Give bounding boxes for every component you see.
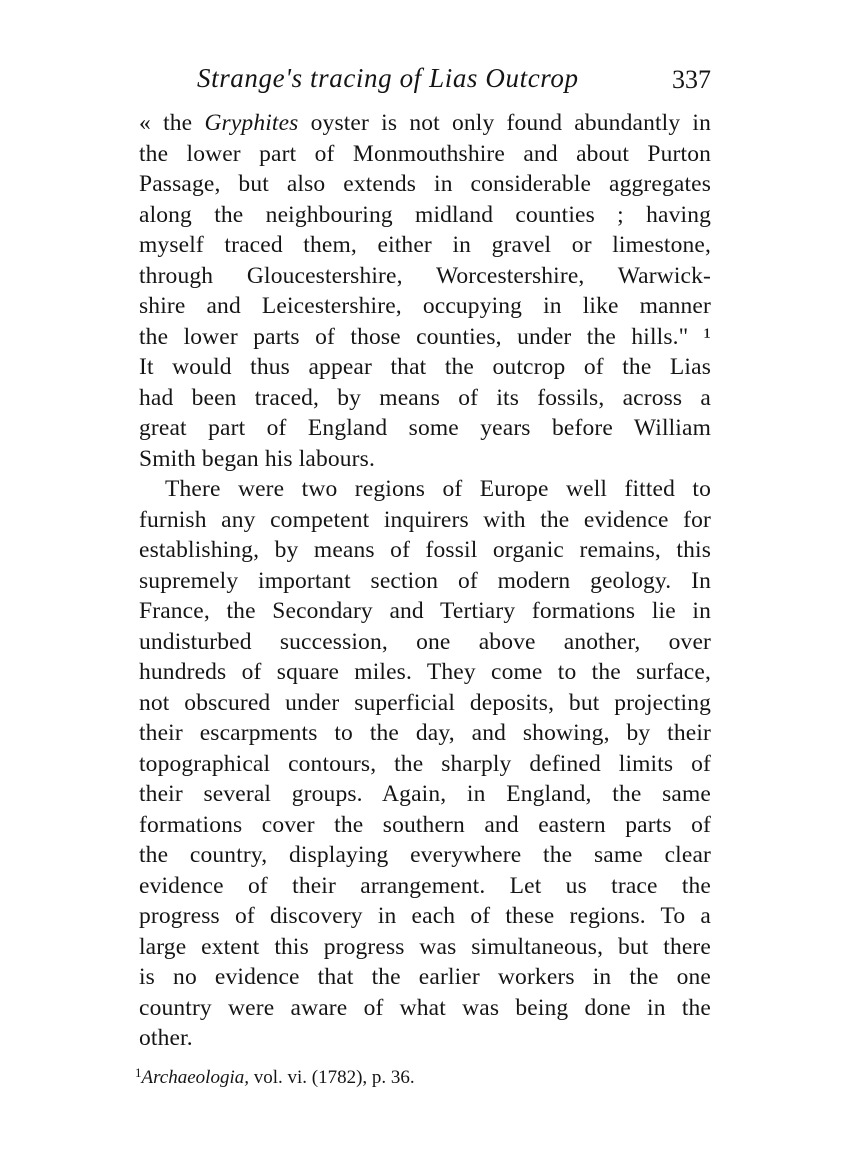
text-line: myself traced them, either in gravel or limestone,: [139, 232, 711, 258]
running-head: [139, 58, 711, 98]
text-line: topographical contours, the sharply defined limits of: [139, 750, 711, 777]
text-line: France, the Secondary and Tertiary formations lie in: [139, 598, 711, 624]
footnote-details: vol. vi. (1782), p. 36.: [248, 1067, 415, 1088]
paragraph-quotation: [139, 108, 711, 474]
footnote-marker: 1: [135, 1065, 142, 1080]
text-line: is no evidence that the earlier workers in the one: [139, 964, 711, 990]
text-line: shire and Leicestershire, occupying in like manner: [139, 293, 711, 319]
text-line: the lower part of Monmouthshire and about Purton: [139, 140, 711, 167]
text-line: their escarpments to the day, and showing, by their: [139, 720, 711, 746]
text-line: large extent this progress was simultaneous, but there: [139, 933, 711, 960]
text-line: Smith began his labours.: [139, 445, 375, 472]
italic-term-gryphites: Gryphites: [204, 110, 299, 136]
text-line: hundreds of square miles. They come to the surface,: [139, 659, 711, 685]
text-line: the country, displaying everywhere the same clear: [139, 842, 711, 868]
text-line: country were aware of what was being done in the: [139, 994, 711, 1021]
footnote-source: Archaeologia,: [141, 1067, 249, 1088]
text-line: There were two regions of Europe well fitted to: [165, 476, 711, 502]
text-line: along the neighbouring midland counties ; having: [139, 201, 711, 228]
text-line: not obscured under superficial deposits, but projecting: [139, 689, 711, 716]
text-line: establishing, by means of fossil organic remains, this: [139, 537, 711, 563]
text-line: great part of England some years before William: [139, 415, 711, 441]
body-text: [139, 108, 711, 1054]
page-number: 337: [672, 65, 711, 94]
text-line: evidence of their arrangement. Let us trace the: [139, 872, 711, 899]
paragraph-regions: [139, 474, 711, 1054]
text-line: formations cover the southern and eastern parts of: [139, 811, 711, 838]
text-line: other.: [139, 1025, 193, 1051]
text-line: supremely important section of modern geology. In: [139, 567, 711, 594]
text-line: « the Gryphites oyster is not only found abundantly in: [139, 110, 711, 136]
text-line: furnish any competent inquirers with the evidence for: [139, 506, 711, 533]
text-line: the lower parts of those counties, under the hills." ¹: [139, 323, 711, 350]
text-line: through Gloucestershire, Worcestershire, Warwick-: [139, 262, 711, 289]
text-line: undisturbed succession, one above another, over: [139, 628, 711, 655]
footnote: [135, 1060, 415, 1091]
book-page: [139, 58, 711, 1054]
text-line: It would thus appear that the outcrop of the Lias: [139, 354, 711, 380]
text-line: had been traced, by means of its fossils, across a: [139, 384, 711, 411]
running-title: Strange's tracing of Lias Outcrop: [197, 63, 579, 93]
text-line: their several groups. Again, in England, the same: [139, 781, 711, 807]
text-line: Passage, but also extends in considerable aggregates: [139, 171, 711, 197]
text-line: progress of discovery in each of these regions. To a: [139, 903, 711, 929]
